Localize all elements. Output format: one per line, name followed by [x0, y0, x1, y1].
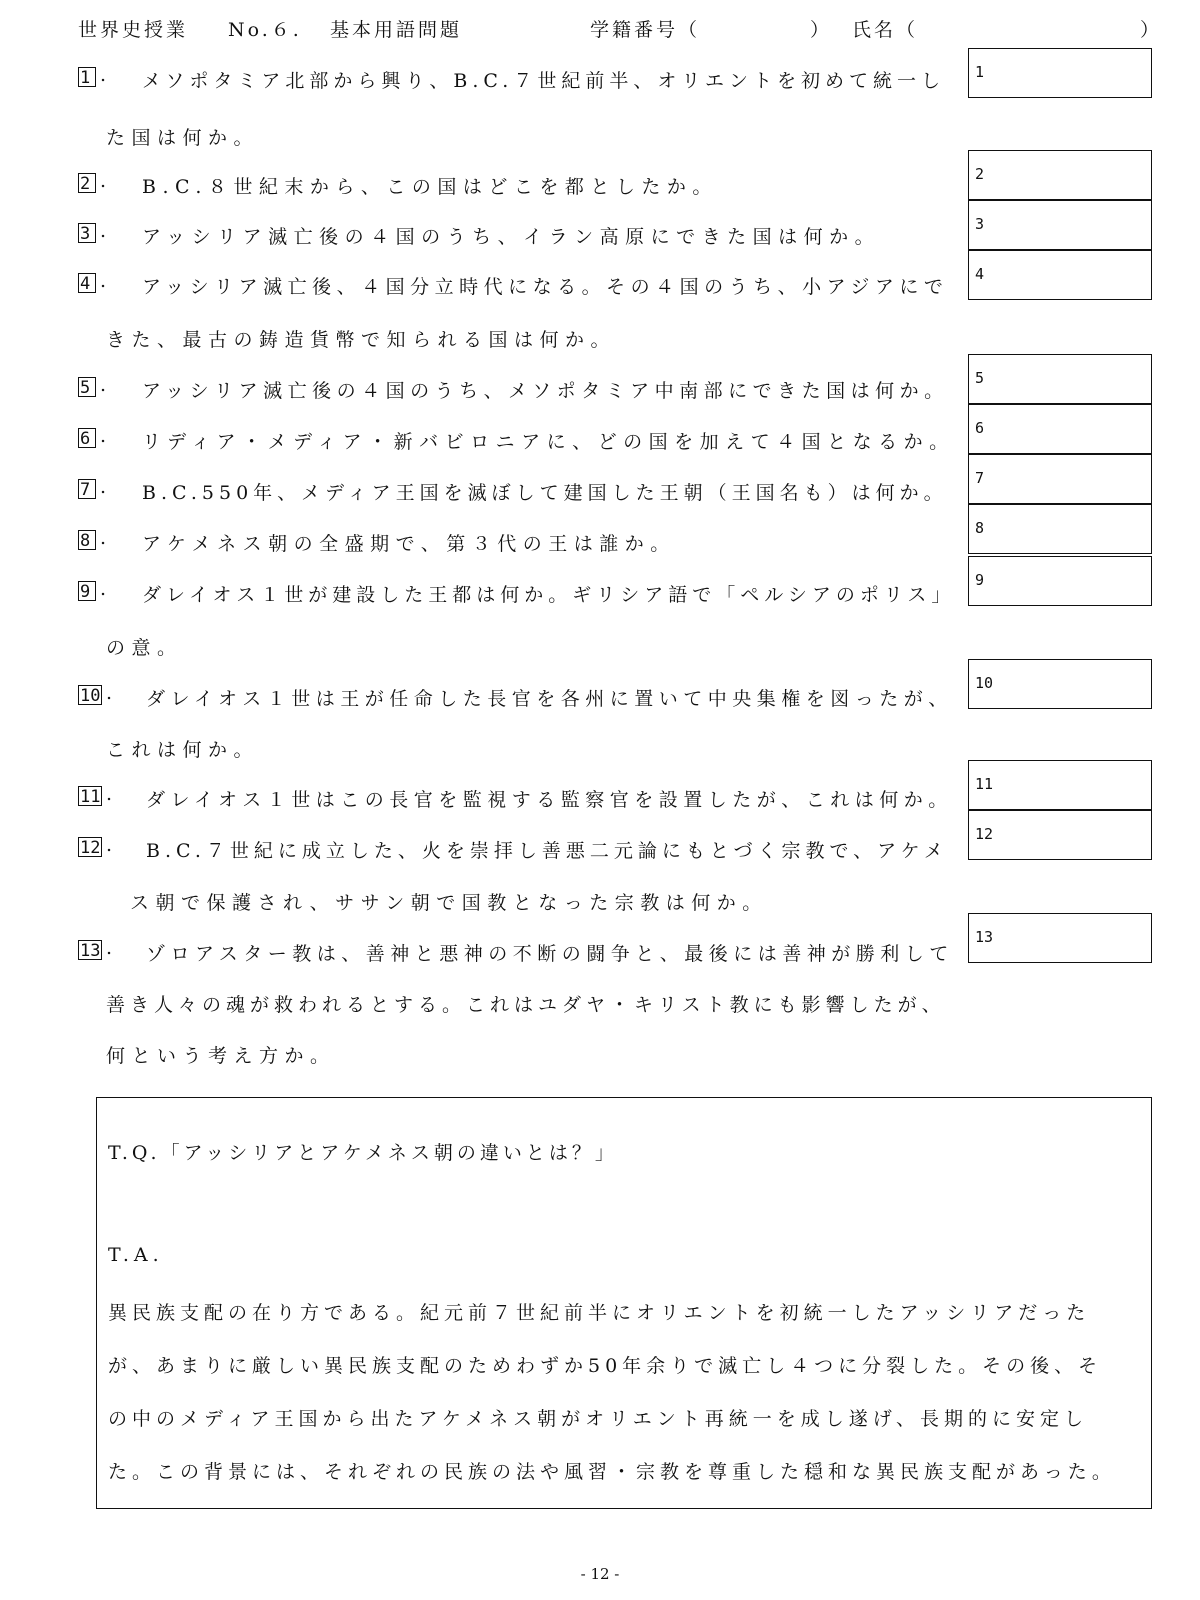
student-id-close: ） [810, 19, 833, 41]
question-dot: . [100, 270, 107, 292]
question-number: 7 [78, 479, 96, 499]
question-dot: . [100, 170, 107, 192]
question-dot: . [100, 64, 107, 86]
answer-box[interactable]: 10 [968, 659, 1152, 709]
answer-box[interactable]: 4 [968, 250, 1152, 300]
question-text: B.C.８世紀末から、この国はどこを都としたか。 [142, 176, 718, 198]
question-dot: . [100, 425, 107, 447]
question-dot: . [100, 220, 107, 242]
tq-question: T.Q.「アッシリアとアケメネス朝の違いとは？」 [108, 1142, 618, 1164]
question-number: 11 [80, 787, 101, 807]
ta-line: た。この背景には、それぞれの民族の法や風習・宗教を尊重した穏和な異民族支配があった。 [108, 1461, 1116, 1483]
answer-box[interactable]: 8 [968, 504, 1152, 554]
question-text: アッシリア滅亡後の４国のうち、イラン高原にできた国は何か。 [142, 226, 881, 248]
question-text: リディア・メディア・新バビロニアに、どの国を加えて４国となるか。 [142, 431, 955, 453]
question-dot: . [106, 682, 113, 704]
answer-box[interactable]: 1 [968, 48, 1152, 98]
ta-label: T.A. [108, 1244, 164, 1266]
name-close: ） [1140, 19, 1163, 41]
question-text: メソポタミア北部から興り、B.C.７世紀前半、オリエントを初めて統一し [142, 70, 945, 92]
question-number: 5 [78, 377, 96, 397]
question-number: 2 [78, 173, 96, 193]
question-text: ダレイオス１世はこの長官を監視する監察官を設置したが、これは何か。 [146, 789, 953, 811]
question-dot: . [100, 476, 107, 498]
worksheet-number: No.６. [228, 19, 302, 41]
worksheet-subtitle: 基本用語問題 [330, 19, 463, 41]
question-text: B.C.550年、メディア王国を滅ぼして建国した王朝（王国名も）は何か。 [142, 482, 948, 504]
student-id-label: 学籍番号（ [590, 19, 701, 41]
question-dot: . [100, 578, 107, 600]
answer-box[interactable]: 3 [968, 200, 1152, 250]
question-text: アッシリア滅亡後、４国分立時代になる。その４国のうち、小アジアにで [142, 276, 949, 298]
ta-line: が、あまりに厳しい異民族支配のためわずか50年余りで滅亡し４つに分裂した。その後、そ [108, 1355, 1103, 1377]
question-text: アッシリア滅亡後の４国のうち、メソポタミア中南部にできた国は何か。 [142, 380, 949, 402]
question-text-cont: た国は何か。 [106, 127, 260, 149]
question-number: 6 [78, 428, 96, 448]
question-number: 10 [80, 686, 101, 706]
question-text: ダレイオス１世が建設した王都は何か。ギリシア語で「ペルシアのポリス」 [142, 584, 956, 606]
question-dot: . [100, 527, 107, 549]
question-number: 9 [78, 581, 96, 601]
answer-box[interactable]: 11 [968, 760, 1152, 810]
answer-box[interactable]: 5 [968, 354, 1152, 404]
question-text-cont: これは何か。 [106, 739, 260, 761]
question-number: 8 [78, 530, 96, 550]
answer-box[interactable]: 12 [968, 810, 1152, 860]
question-dot: . [100, 374, 107, 396]
question-text: B.C.７世紀に成立した、火を崇拝し善悪二元論にもとづく宗教で、アケメ [146, 840, 948, 862]
answer-box[interactable]: 7 [968, 454, 1152, 504]
question-number: 13 [80, 941, 101, 961]
question-number: 1 [78, 67, 96, 87]
answer-box[interactable]: 13 [968, 913, 1152, 963]
question-number: 3 [78, 223, 96, 243]
question-number: 12 [80, 838, 101, 858]
answer-box[interactable]: 6 [968, 404, 1152, 454]
question-text-cont: 善き人々の魂が救われるとする。これはユダヤ・キリスト教にも影響したが、 [106, 994, 946, 1016]
question-text: アケメネス朝の全盛期で、第３代の王は誰か。 [142, 533, 676, 555]
course-title: 世界史授業 [78, 19, 189, 41]
question-dot: . [106, 834, 113, 856]
question-text: ゾロアスター教は、善神と悪神の不断の闘争と、最後には善神が勝利して [146, 943, 954, 965]
question-text-cont: きた、最古の鋳造貨幣で知られる国は何か。 [106, 329, 617, 351]
question-number: 4 [78, 273, 96, 293]
ta-line: 異民族支配の在り方である。紀元前７世紀前半にオリエントを初統一したアッシリアだった [108, 1302, 1091, 1324]
question-dot: . [106, 937, 113, 959]
question-text-cont: の意。 [106, 637, 183, 659]
ta-line: の中のメディア王国から出たアケメネス朝がオリエント再統一を成し遂げ、長期的に安定し [108, 1408, 1089, 1430]
page-number: - 12 - [580, 1565, 620, 1583]
name-label: 氏名（ [852, 19, 919, 41]
question-dot: . [106, 783, 113, 805]
question-text-cont: ス朝で保護され、ササン朝で国教となった宗教は何か。 [130, 892, 768, 914]
answer-box[interactable]: 9 [968, 556, 1152, 606]
answer-box[interactable]: 2 [968, 150, 1152, 200]
question-text: ダレイオス１世は王が任命した長官を各州に置いて中央集権を図ったが、 [146, 688, 953, 710]
question-text-cont: 何という考え方か。 [106, 1045, 336, 1067]
